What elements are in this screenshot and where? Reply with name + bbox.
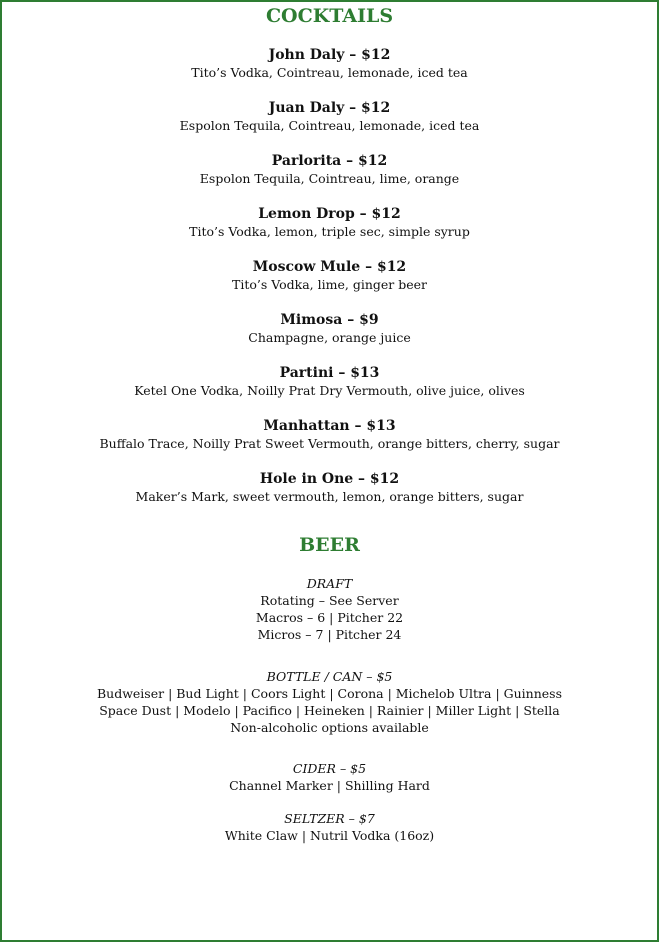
cocktail-item (2, 152, 657, 188)
draft-label: DRAFT (306, 576, 353, 591)
cocktail-description: Espolon Tequila, Cointreau, lemonade, iced tea (179, 118, 480, 133)
cocktail-name: Hole in One – $12 (259, 471, 400, 487)
draft-line: Micros – 7 | Pitcher 24 (257, 627, 402, 642)
beer-draft-section (2, 575, 657, 643)
cocktail-name: Juan Daly – $12 (268, 100, 391, 116)
cider-section (2, 760, 657, 794)
cocktails-heading: COCKTAILS (265, 5, 394, 27)
cocktail-name: Parlorita – $12 (271, 153, 388, 169)
beer-heading: BEER (299, 534, 360, 556)
cocktail-item (2, 258, 657, 294)
cocktail-name: John Daly – $12 (268, 47, 391, 63)
draft-line: Macros – 6 | Pitcher 22 (255, 610, 404, 625)
cocktail-description: Tito’s Vodka, lemon, triple sec, simple syrup (189, 224, 470, 239)
cocktail-item (2, 417, 657, 453)
cocktail-description: Tito’s Vodka, lime, ginger beer (232, 277, 427, 292)
cocktail-name: Mimosa – $9 (280, 312, 379, 328)
cocktail-description: Champagne, orange juice (248, 330, 411, 345)
cocktail-item (2, 311, 657, 347)
cider-line: Channel Marker | Shilling Hard (229, 778, 430, 793)
draft-line: Rotating – See Server (260, 593, 399, 608)
cocktail-description: Ketel One Vodka, Noilly Prat Dry Vermouth, olive juice, olives (134, 383, 525, 398)
seltzer-section (2, 810, 657, 844)
cocktail-item (2, 99, 657, 135)
bottle-label: BOTTLE / CAN – $5 (266, 669, 393, 684)
seltzer-label: SELTZER – $7 (284, 811, 375, 826)
cocktail-name: Manhattan – $13 (263, 418, 396, 434)
cocktail-description: Maker’s Mark, sweet vermouth, lemon, orange bitters, sugar (135, 489, 524, 504)
beer-bottle-section (2, 668, 657, 736)
cider-label: CIDER – $5 (292, 761, 367, 776)
cocktail-item (2, 205, 657, 241)
cocktail-name: Partini – $13 (279, 365, 380, 381)
bottle-line: Budweiser | Bud Light | Coors Light | Corona | Michelob Ultra | Guinness (96, 686, 563, 701)
cocktail-description: Buffalo Trace, Noilly Prat Sweet Vermouth, orange bitters, cherry, sugar (99, 436, 560, 451)
cocktail-list (2, 46, 657, 506)
cocktail-item (2, 470, 657, 506)
cocktail-description: Tito’s Vodka, Cointreau, lemonade, iced tea (191, 65, 468, 80)
cocktail-item (2, 364, 657, 400)
cocktail-item (2, 46, 657, 82)
bottle-line: Space Dust | Modelo | Pacifico | Heineken | Rainier | Miller Light | Stella (99, 703, 560, 718)
cocktail-name: Lemon Drop – $12 (258, 206, 401, 222)
cocktail-name: Moscow Mule – $12 (252, 259, 407, 275)
bottle-line: Non-alcoholic options available (230, 720, 429, 735)
seltzer-line: White Claw | Nutril Vodka (16oz) (224, 828, 435, 843)
cocktail-description: Espolon Tequila, Cointreau, lime, orange (199, 171, 460, 186)
